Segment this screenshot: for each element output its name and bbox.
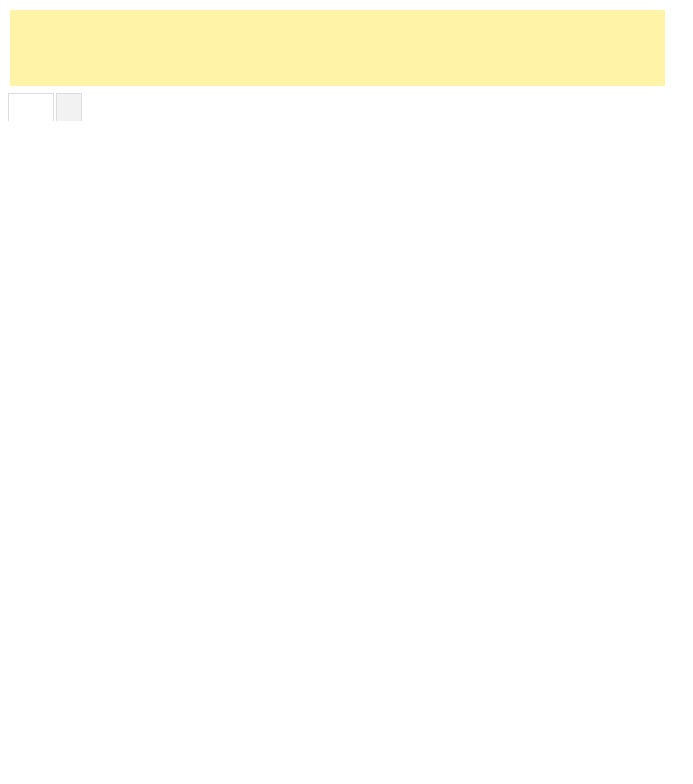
tab-matchday[interactable] <box>8 93 54 121</box>
info-notice <box>10 10 665 86</box>
tab-bonus[interactable] <box>56 93 82 121</box>
matchday-tabs <box>8 93 82 121</box>
